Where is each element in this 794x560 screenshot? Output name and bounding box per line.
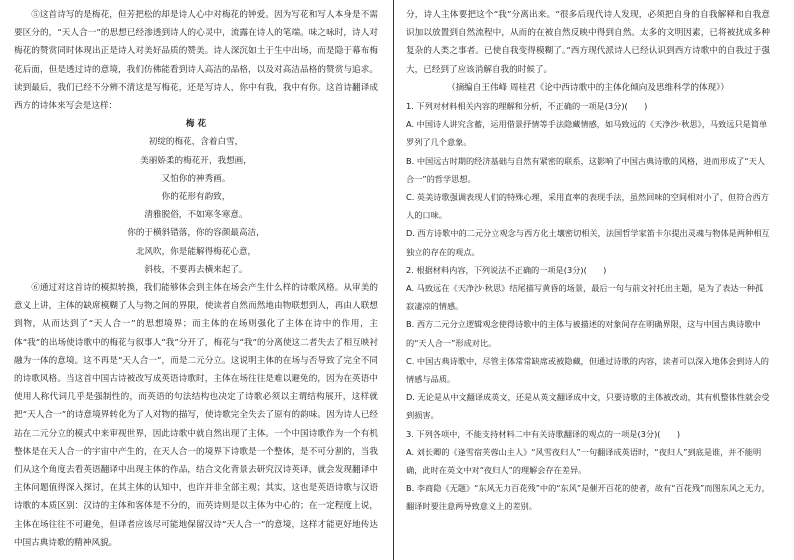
question-3	[406, 425, 770, 516]
source-citation: （摘编自王伟峰 周桂君《论中西诗歌中的主体化倾向及思维科学的体现》）	[446, 82, 730, 93]
option-b[interactable]: B. 中国远古时期的经济基础与自然有紧密的联系，这影响了中国古典诗歌的风格，进而形成了“天人合一”的哲学思想。	[406, 155, 765, 184]
option-a[interactable]: A. 马致远在《天净沙·秋思》结尾描写黄昏的场景，最后一句与前文衬托出主题，是为了表达一种孤寂凄凉的情感。	[406, 283, 764, 312]
poem-line: 又怕你的神秀画。	[161, 173, 231, 184]
option-a[interactable]: A. 刘长卿的《逢雪宿芙蓉山主人》“风雪夜归人”一句翻译成英语时，“夜归人”到底是谁，并不能明确，此时在英文中对“夜归人”的理解会存在差异。	[406, 446, 762, 476]
poem-lines	[14, 133, 378, 279]
column-divider	[393, 0, 394, 560]
poem-line: 清雅脱俗，不如寒冬寒意。	[144, 210, 248, 221]
poem-line: 北风吹，你是能解得梅花心意，	[135, 246, 257, 257]
option-b[interactable]: B. 李商隐《无题》“东风无力百花残”中的“东风”是催开百花的使者，故有“百花残”而图东风之无力，翻译时要注意两导致意义上的差别。	[406, 483, 770, 512]
question-2	[406, 261, 770, 425]
right-column	[406, 6, 770, 516]
question-stem: 2. 根据材料内容，下列说法不正确的一项是(3分)( )	[406, 264, 607, 275]
question-1	[406, 97, 770, 261]
poem-title: 梅 花	[185, 119, 207, 130]
poem-line: 斜枝，不要再去横来起了。	[144, 264, 248, 275]
paragraph-6: ⑥通过对这首诗的模拟转换，我们能够体会到主体在场会产生什么样的诗歌风格。从审美的意义上讲，主体的缺席模糊了人与物之间的界限，使读者自然而然地由物联想到人，再由人联想到物，从而达到了“天人合一”的思想境界；而主体的在场则强化了主体在诗中的作用，主体“我”的出场使诗歌中的梅花与叙事人“我”分开了，梅花与“我”的分离使这二者失去了相互映衬融为一体的意境。这不再是“天人合一”，而是二元分立。这说明主体的在场与否导致了完全不同的诗歌风格。当这首中国古诗被改写成英语诗歌时，主体在场往往是难以避免的，因为在英语中使用人称代词几乎是强制性的，而英语的句法结构也决定了诗歌必须以主谓结构展开，这样就把“天人合一”的诗意境界转化为了人对物的描写，使诗歌完全失去了原有的韵味。因为诗人已经站在二元分立的模式中来审视世界，因此诗歌中就自然出现了主体。一个中国诗歌作为一个有机整体是在天人合一的宇宙中产生的，在天人合一的境界下诗歌是一个整体，是不可分割的，当我们从这个角度去看英语翻译中出现主体的作品，结合文化背景去研究汉诗英译，就会发现翻译中主体问题值得深入探讨，在其主体的认知中，也许并非全部主观；其实，这也是英语诗歌与汉语诗歌的本质区别：汉诗的主体和客体是不分的，而英诗则是以主体为中心的；在一定程度上说，主体在场往往不可避免，但译者应该尽可能地保留汉诗“天人合一”的意境，这样才能更好地传达中国古典诗歌的精神风貌。	[14, 283, 378, 548]
option-d[interactable]: D. 无论是从中文翻译成英文，还是从英文翻译成中文，只要诗歌的主体被改动，其有机整体性就会受到损害。	[406, 392, 770, 421]
question-stem: 3. 下列各项中，不能支持材料二中有关诗歌翻译的观点的一项是(3分)( )	[406, 428, 681, 439]
paragraph-continued: 分，诗人主体要把这个“我”分离出来。“很多后现代诗人发现，必须把自身的自我解释和自我意识加以放置到自然流程中，从而的在被自然反映中得到自然。太多的文明因素，已将被扰成多种复杂的人类之事者。已使自我变得模糊了。”西方现代派诗人已经认识到西方诗歌中的自我过于强大，已经到了应该消解自我的时候了。	[406, 10, 770, 75]
poem-line: 你的花形有韵致，	[161, 192, 231, 203]
option-b[interactable]: B. 西方二元分立逻辑观念使得诗歌中的主体与被描述的对象间存在明确界限，这与中国古典诗歌中的“天人合一”形成对比。	[406, 319, 761, 348]
poem-line: 初绽的梅花，含着白雪，	[148, 137, 244, 148]
poem-line: 美丽娇柔的梅花开，我想画，	[140, 155, 252, 166]
option-c[interactable]: C. 英美诗歌强调表现人们的特殊心理，采用直率的表现手法，虽然回味的空间相对小了，但符合西方人的口味。	[406, 192, 769, 221]
paragraph-5: ⑤这首诗写的是梅花，但芳把松的却是诗人心中对梅花的钟爱。因为写花和写人本身是不需要区分的，“天人合一”的思想已经渗透到诗人的心灵中，流露在诗人的笔端。味之咏时，诗人对梅花的赞赏同时体现出正是诗人对美好品质的赞美。诗人深沉如土于生中出场，而是隐于幕布梅花后面，但是透过诗的意境，我们仿佛能看到诗人高洁的品格，以及对高洁品格的赞赏与追求。读到最后，我们已经不分辨不清这是写梅花，还是写诗人，你中有我，我中有你。这首诗翻译成西方的诗体来写会是这样：	[14, 10, 378, 112]
poem-line: 你的于横斜错落，你的容颜最高洁，	[127, 228, 265, 239]
option-d[interactable]: D. 西方诗歌中的二元分立观念与西方化土壤密切相关，法国哲学家笛卡尔提出灵魂与物体是两种相互独立的存在的观点。	[406, 228, 770, 257]
option-a[interactable]: A. 中国诗人讲究含蓄，运用借景抒情等手法隐藏情感，如马致远的《天净沙·秋思》，马致远只是简单罗列了几个意象。	[406, 119, 768, 148]
question-stem: 1. 下列对材料相关内容的理解和分析，不正确的一项是(3分)( )	[406, 101, 648, 112]
option-c[interactable]: C. 中国古典诗歌中，尽管主体常常缺席或被隐藏，但通过诗歌的内容，读者可以深入地体会到诗人的情感与品质。	[406, 355, 769, 385]
left-column	[14, 6, 378, 552]
